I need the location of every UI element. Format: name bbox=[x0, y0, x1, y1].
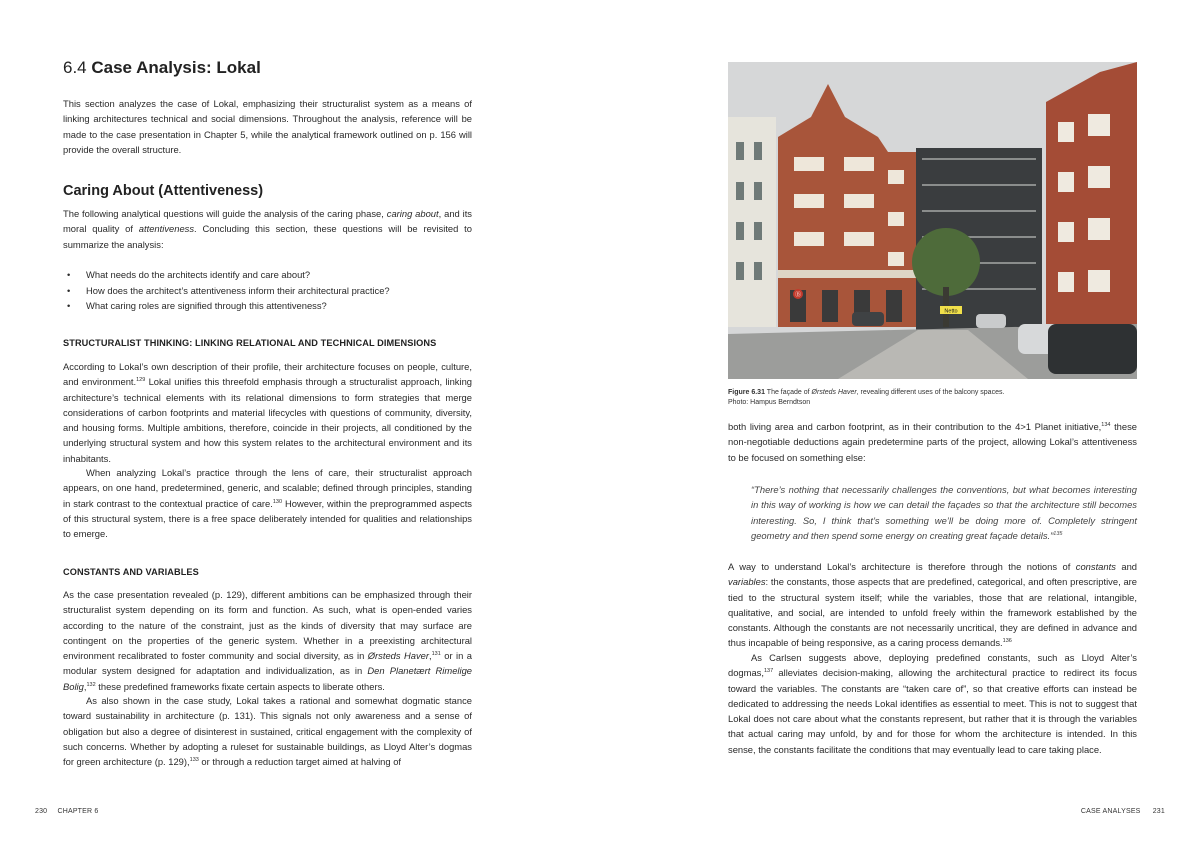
emphasis-caring-about: caring about bbox=[386, 208, 439, 219]
caption-credit: Photo: Hampus Berndtson bbox=[728, 398, 811, 406]
text-run: As the case presentation revealed (p. 129), different ambitions can be emphasized through their structuralist system depending on its form and function. As such, what is open-ended varies according to the nature of the constraint, just as the kinds of diversity that may surface are contingent on the properties of the generic system. Whether in a preexisting architectural environment recalibrated to foster community and social diversity, as in bbox=[63, 589, 472, 662]
text-run: , bbox=[83, 680, 87, 692]
text-run: , bbox=[429, 650, 432, 662]
emphasis-variables: variables bbox=[728, 576, 766, 588]
footnote-ref: 137 bbox=[763, 668, 774, 675]
figure-caption bbox=[728, 388, 1004, 407]
text-run: The façade of bbox=[764, 389, 812, 396]
footnote-ref: 132 bbox=[86, 681, 96, 688]
constants-paragraph-1 bbox=[63, 587, 472, 694]
caring-heading: Caring About (Attentiveness) bbox=[63, 183, 264, 199]
figure-label: Figure 6.31 bbox=[728, 389, 765, 396]
text-run: and bbox=[1115, 561, 1138, 572]
text-run: both living area and carbon footprint, as in their contribution to the 4>1 Planet initiative, bbox=[728, 421, 1102, 432]
text-run: . Concluding this section, these questions will be revisited to summarize the analysis: bbox=[63, 223, 472, 250]
emphasis-constants: constants bbox=[1075, 561, 1116, 572]
chapter-label: CASE ANALYSES bbox=[1080, 808, 1141, 815]
text-run: or in a modular system designed for adaptation and individualization, as in bbox=[63, 650, 472, 677]
continuation-paragraph bbox=[728, 419, 1137, 465]
text-run: these non-negotiable deductions again predetermine parts of the project, allowing Lokal’s attentiveness to be focused on something else: bbox=[728, 421, 1138, 463]
constants-paragraph-2 bbox=[63, 693, 472, 769]
chapter-label: CHAPTER 6 bbox=[57, 808, 99, 815]
text-run: , revealing different uses of the balcony spaces. bbox=[856, 389, 1005, 396]
text-run: When analyzing Lokal’s practice through the lens of care, their structuralist approach appears, on one hand, predetermined, generic, and scalable; defined through principles, standing in stark contrast to the contextual practice of care. bbox=[63, 467, 472, 509]
left-footer bbox=[35, 808, 99, 815]
carlsen-paragraph bbox=[728, 650, 1137, 757]
text-run: According to Lokal’s own description of their profile, their architecture focuses on people, culture, and environment. bbox=[63, 361, 472, 388]
facade-photo bbox=[728, 62, 1137, 379]
footnote-ref: 136 bbox=[1002, 638, 1012, 645]
footnote-ref: 135 bbox=[1053, 530, 1063, 537]
constants-variables-paragraph bbox=[728, 559, 1137, 651]
text-run: , and its moral quality of bbox=[63, 208, 472, 235]
intro-paragraph: This section analyzes the case of Lokal, emphasizing their structuralist system as a means of linking architectures technical and social dimensions. Throughout the analysis, reference will be made to the case presentation in Chapter 5, while the analytical framework outlined on p. 156 will provide the overall structure. bbox=[63, 98, 472, 155]
footnote-ref: 129 bbox=[136, 377, 146, 384]
footnote-ref: 133 bbox=[189, 757, 199, 764]
block-quote bbox=[751, 482, 1137, 543]
text-run: Lokal unifies this threefold emphasis through a structuralist approach, linking architecture’s technical elements with its relational dimensions to form strategies that merge considerations of carbon footprints and material lifecycles with questions of community, diversity, and housing forms. Multiple ambitions, therefore, coincide in their projects, all conditioned by the underlying structural system and how this system relates to the architectural environment and its inhabitants. bbox=[63, 376, 472, 464]
caption-line bbox=[728, 388, 1004, 398]
list-item: • What caring roles are signified through this attentiveness? bbox=[63, 298, 390, 314]
emphasis-attentiveness: attentiveness bbox=[138, 223, 195, 235]
text-run: The following analytical questions will guide the analysis of the caring phase, bbox=[63, 208, 387, 219]
footnote-ref: 134 bbox=[1101, 422, 1111, 428]
right-footer bbox=[1081, 808, 1165, 815]
question-list bbox=[63, 267, 390, 314]
right-page bbox=[600, 0, 1200, 849]
footnote-ref: 130 bbox=[272, 498, 283, 505]
page-number: 231 bbox=[1152, 808, 1165, 815]
text-run: As also shown in the case study, Lokal takes a rational and somewhat dogmatic stance toward sustainability in architecture (p. 131). This signals not only awareness and a sense of obligation but also a degree of disinterest in sustained, critical engagement with the complexity of such concerns. Whether by adopting a ruleset for sustainable buildings, as Lloyd Alter’s dogmas for green architecture (p. 129), bbox=[63, 695, 472, 768]
structuralist-paragraph-2 bbox=[63, 465, 472, 541]
section-number: 6.4 bbox=[63, 58, 87, 77]
emphasis-orsteds-haver: Ørsteds Haver bbox=[811, 389, 857, 396]
text-run: or through a reduction target aimed at halving of bbox=[198, 756, 402, 768]
list-item: • What needs do the architects identify and care about? bbox=[63, 267, 390, 283]
list-item: • How does the architect’s attentiveness inform their architectural practice? bbox=[63, 283, 390, 299]
text-run: alleviates decision-making, allowing the architectural practice to redirect its focus toward the variables. The constants are “taken care of”, so that creative efforts can instead be dedicated to addressing the needs Lokal identifies as essential to meet. This is not to suggest that Lokal does not care about what the constants represent, but rather that it is through the variables that actual caring may unfold, by and for those for whom the architecture is intended. In this sense, the constants facilitate the conditions that may eventually lead to care taking place. bbox=[728, 667, 1137, 755]
facade-photo-illustration bbox=[728, 62, 1137, 379]
caring-intro-paragraph bbox=[63, 206, 472, 252]
page-number: 230 bbox=[35, 808, 48, 815]
section-title bbox=[63, 58, 261, 78]
text-run: However, within the preprogrammed aspects of this structural system, there is a free space deliberately intended for qualities and relationships to emerge. bbox=[63, 497, 472, 540]
section-title-text: Case Analysis: Lokal bbox=[91, 58, 261, 77]
shop-sign-text: Netto bbox=[944, 308, 958, 315]
text-run: these predefined frameworks fixate certain aspects to liberate others. bbox=[95, 680, 385, 692]
footnote-ref: 131 bbox=[431, 651, 441, 658]
bus-sign-text: Ⓑ bbox=[794, 291, 802, 299]
text-run: As Carlsen suggests above, deploying predefined constants, such as Lloyd Alter’s dogmas, bbox=[728, 652, 1137, 679]
constants-heading: CONSTANTS AND VARIABLES bbox=[63, 567, 199, 577]
text-run: A way to understand Lokal’s architecture is therefore through the notions of bbox=[728, 561, 1076, 572]
structuralist-paragraph-1 bbox=[63, 359, 472, 466]
emphasis-den-planetaert: Den Planetært Rimelige Bolig bbox=[63, 665, 472, 692]
emphasis-orsteds-haver: Ørsteds Haver bbox=[367, 650, 430, 662]
text-run: : the constants, those aspects that are predefined, categorical, and often prescriptive, are tied to the structural system itself; while the variables, those that are relational, intangible, qualitative, and social, are intended to unfold freely within the framework established by the constants. Although the constants are not necessarily uncritical, they are defined in advance and thus incapable of being responsive, as a caring process demands. bbox=[728, 576, 1137, 649]
structuralist-heading: STRUCTURALIST THINKING: LINKING RELATIONAL AND TECHNICAL DIMENSIONS bbox=[63, 338, 437, 348]
quote-text: “There’s nothing that necessarily challenges the conventions, but what becomes interesting in this way of working is how we can detail the façades so that the architecture still becomes interesting. So, I think that’s something we’ll be doing more of. Completely stringent geometry and then spend some energy on creating great façade details.” bbox=[751, 484, 1137, 541]
